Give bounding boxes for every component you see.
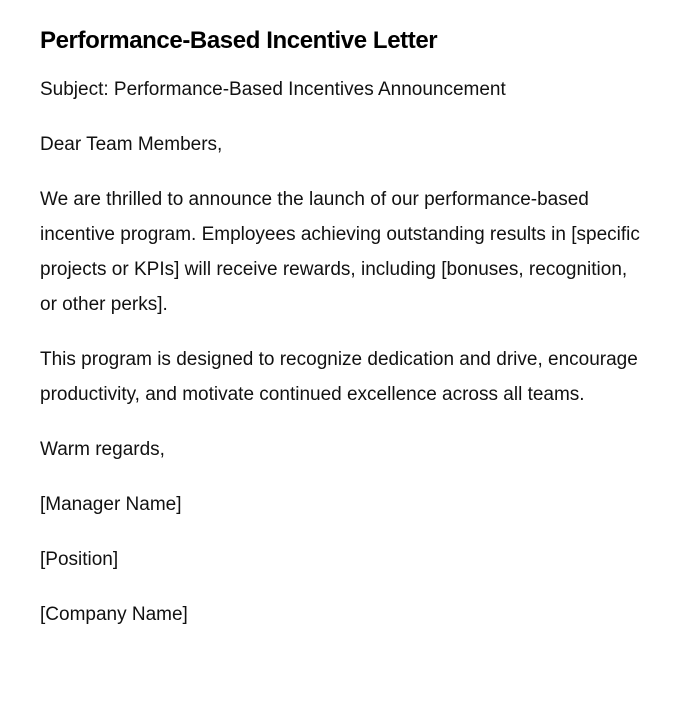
subject-line: Subject: Performance-Based Incentives Announcement	[40, 79, 506, 100]
closing: Warm regards,	[40, 439, 165, 460]
salutation: Dear Team Members,	[40, 134, 223, 155]
signature-company: [Company Name]	[40, 604, 188, 625]
body-paragraph-2: This program is designed to recognize dedication and drive, encourage productivity, and motivate continued excellence across all teams.	[40, 349, 638, 405]
body-paragraph-1: We are thrilled to announce the launch of our performance-based incentive program. Employees achieving outstanding results in [specific projects or KPIs] will receive rewards, including [bonuses, recognition, or other perks].	[40, 189, 640, 315]
document-title: Performance-Based Incentive Letter	[40, 27, 438, 54]
signature-name: [Manager Name]	[40, 494, 182, 515]
signature-position: [Position]	[40, 549, 119, 570]
